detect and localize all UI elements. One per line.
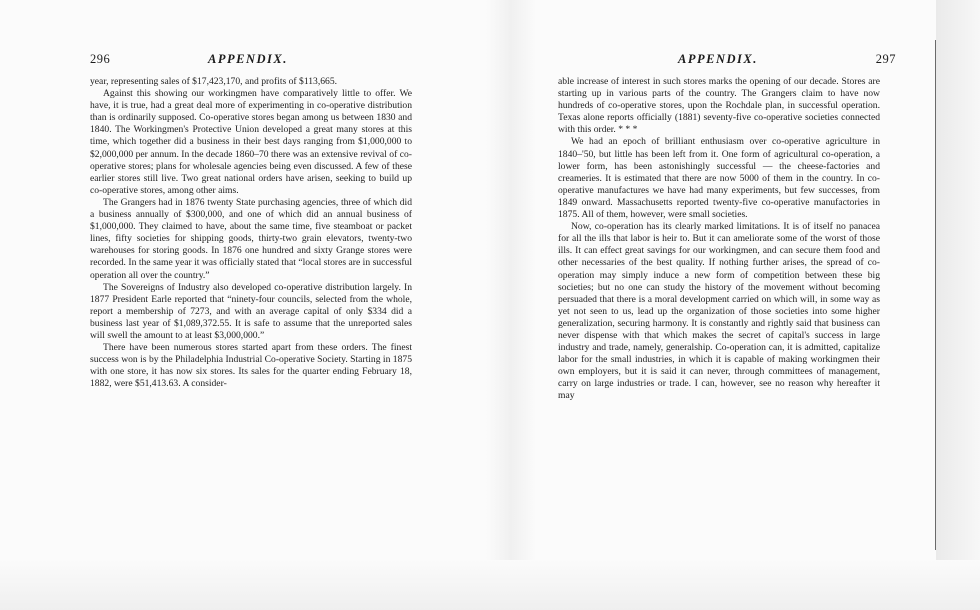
book-gutter	[486, 0, 536, 610]
left-paragraph-3: The Grangers had in 1876 twenty State purchasing agencies, three of which did a business annually of $300,000, and one of which did an annual business of $1,000,000. They claimed to have, about the same time, five steamboat or packet lines, fifty societies for shipping goods, thirty-two grain elevators, twenty-two warehouses for storing goods. In 1876 one hundred and sixty Grange stores were recorded. In the same year it was officially stated that “local stores are in successful operation all over the country.”	[90, 196, 412, 281]
right-body-text	[558, 76, 880, 403]
page-edge-shadow	[936, 0, 980, 610]
right-page-number: 297	[875, 52, 896, 66]
right-running-title: APPENDIX.	[678, 52, 758, 66]
left-paragraph-4: The Sovereigns of Industry also developed co-operative distribution largely. In 1877 President Earle reported that “ninety-four councils, selected from the whole, report a membership of 7273, and with an average capital of only $334 did a business last year of $1,089,372.55. It is safe to assume that the unreported sales will swell the amount to at least $3,000,000.”	[90, 281, 412, 341]
right-paragraph-1: able increase of interest in such stores marks the opening of our decade. Stores are starting up in various parts of the country. The Grangers claim to have now hundreds of co-operative stores, upon the Rochdale plan, in successful operation. Texas alone reports officially (1881) seventy-five co-operative societies connected with this order. * * *	[558, 76, 880, 136]
left-running-title: APPENDIX.	[208, 52, 288, 66]
right-paragraph-3: Now, co-operation has its clearly marked limitations. It is of itself no panacea for all the ills that labor is heir to. But it can ameliorate some of the worst of those ills. It can effect great savings for our workingmen, and can secure them food and other necessaries of the best quality. If nothing further arises, the spread of co-operation may simply induce a new form of competition between these big societies; but no one can study the history of the movement without becoming persuaded that there is a moral development carried on which will, in some way as yet not seen to us, lead up the organization of those societies into some higher generalization, securing harmony. It is constantly and rightly said that business can never dispense with that which makes the secret of capital's success in large industry and trade, namely, generalship. Co-operation can, it is admitted, capitalize labor for the small industries, in which it is capable of making workingmen their own employers, but it is said it can never, through committees of management, carry on large industries or trade. I can, however, see no reason why hereafter it may	[558, 221, 880, 402]
page-edge-line	[935, 40, 936, 550]
right-running-head	[558, 52, 896, 70]
left-paragraph-1: year, representing sales of $17,423,170, and profits of $113,665.	[90, 76, 338, 87]
left-page	[90, 52, 412, 390]
left-paragraph-5: There have been numerous stores started apart from these orders. The finest success won is by the Philadelphia Industrial Co-operative Society. Starting in 1875 with one store, it has now six stores. Its sales for the quarter ending February 18, 1882, were $51,413.63. A consider-	[90, 342, 412, 390]
left-paragraph-2: Against this showing our workingmen have comparatively little to offer. We have, it is true, had a great deal more of experimenting in co-operative distribution than is ordinarily supposed. Co-operative stores began among us between 1830 and 1840. The Workingmen's Protective Union developed a great many stores at this time, which together did a business in their best days ranging from $1,000,000 to $2,000,000 per annum. In the decade 1860–70 there was an extensive revival of co-operative stores; plans for wholesale agencies being even discussed. A few of these earlier stores still live. Two great national orders have arisen, seeking to build up co-operative stores, among other aims.	[90, 88, 412, 196]
right-paragraph-2: We had an epoch of brilliant enthusiasm over co-operative agriculture in 1840–'50, but little has been left from it. One form of agricultural co-operation, a lower form, has been astonishingly successful — the cheese-factories and creameries. It is estimated that there are now 5000 of them in the country. In co-operative manufactures we have had many experiments, but few successes, from 1849 onward. Massachusetts reported twenty-five co-operative manufactories in 1875. All of them, however, were small societies.	[558, 136, 880, 221]
right-page	[558, 52, 896, 403]
left-running-head	[90, 52, 412, 70]
bottom-margin-shadow	[0, 560, 980, 610]
left-body-text	[90, 76, 412, 390]
left-page-number: 296	[90, 52, 111, 66]
